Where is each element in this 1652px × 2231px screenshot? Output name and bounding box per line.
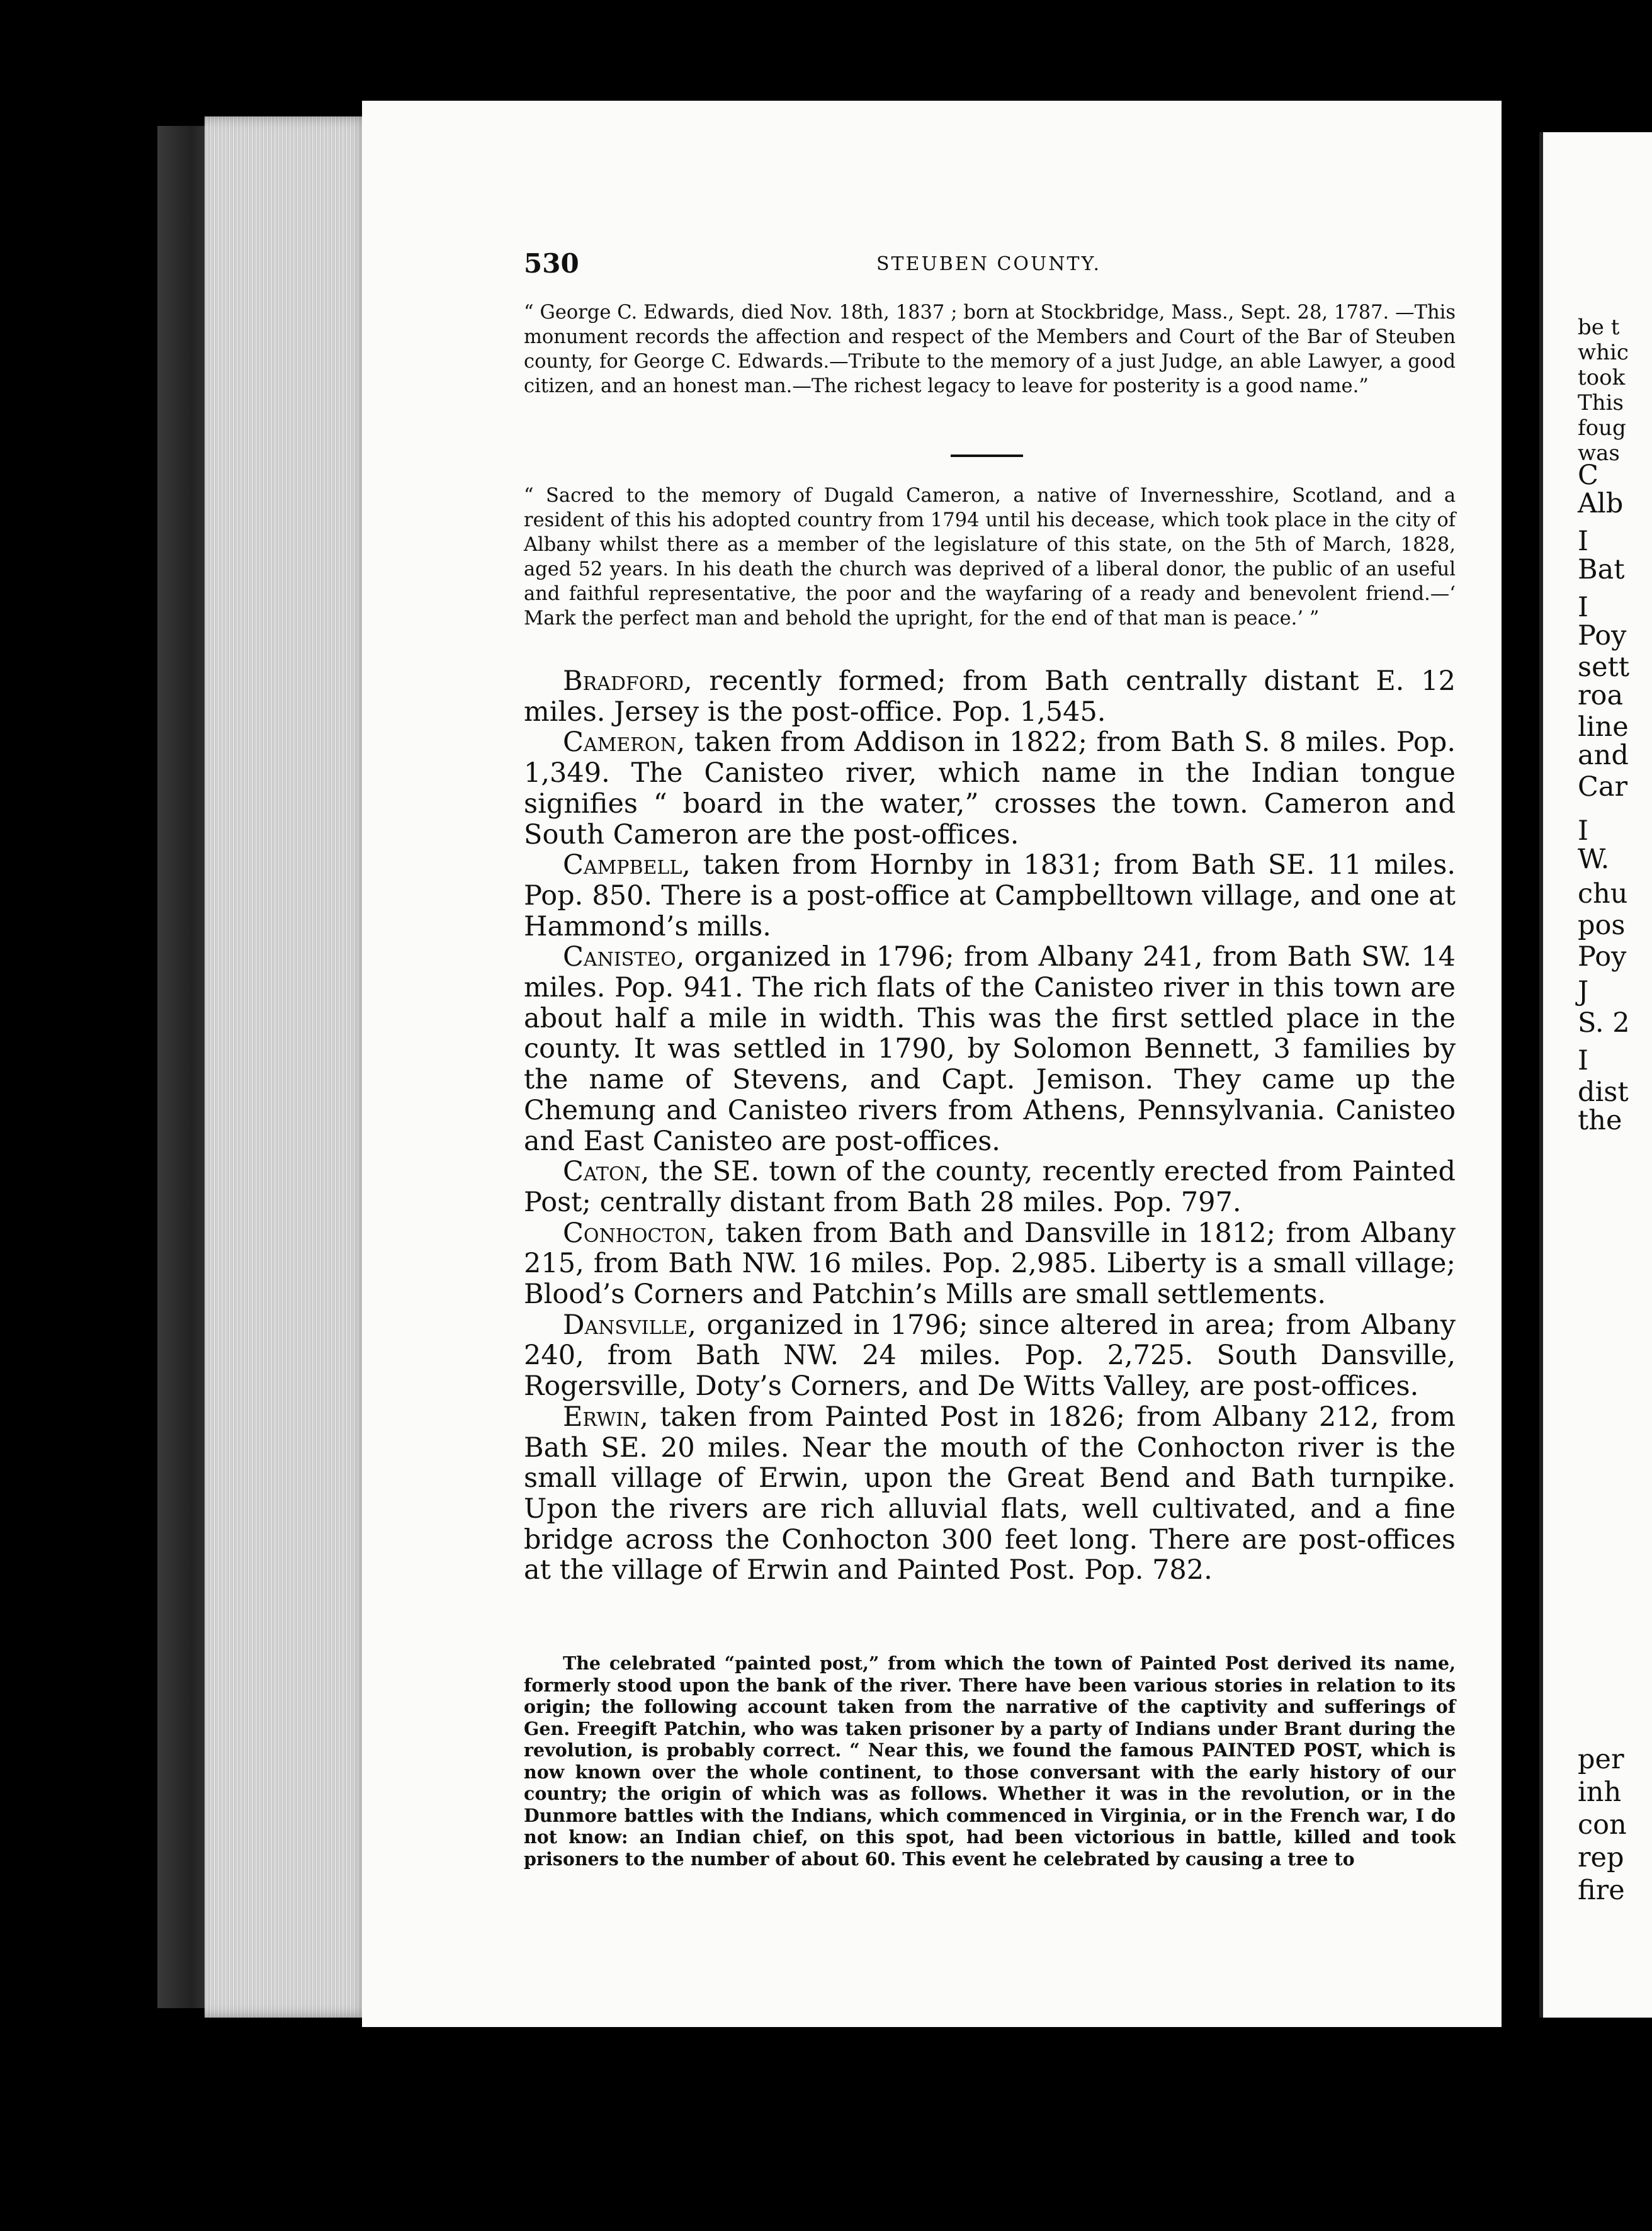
entry-text: recently formed; from Bath centrally distant E. 12 miles. Jersey is the post-office. Pop. 1,545.	[524, 665, 1456, 728]
adjacent-page-word: C	[1578, 460, 1598, 491]
epitaph-edwards: “ George C. Edwards, died Nov. 18th, 1837 ; born at Stockbridge, Mass., Sept. 28, 1787. —This monument records the affection and respect of the Members and Court of the Bar of Steuben county, for George C. Edwards.—Tribute to the memory of a just Judge, an able Lawyer, a good citizen, and an honest man.—The richest legacy to leave for posterity is a good name.”	[524, 302, 1456, 397]
town-name: Erwin,	[563, 1401, 648, 1433]
adjacent-page-word: chu	[1578, 878, 1628, 910]
adjacent-page-word: be t	[1578, 315, 1620, 340]
adjacent-page-word: I	[1578, 815, 1588, 847]
adjacent-page-word: Poy	[1578, 620, 1627, 652]
entry-text: taken from Bath and Dansville in 1812; from Albany 215, from Bath NW. 16 miles. Pop. 2,985. Liberty is a small village; Blood’s Corners and Patchin’s Mills are small settlements.	[524, 1217, 1456, 1311]
town-name: Dansville,	[563, 1309, 696, 1341]
adjacent-page-word: took	[1578, 365, 1626, 390]
adjacent-page-word: and	[1578, 740, 1629, 771]
adjacent-page-word: rep	[1578, 1842, 1624, 1873]
adjacent-page-word: This	[1578, 390, 1624, 415]
adjacent-page-word: inh	[1578, 1776, 1622, 1808]
entry-dansville	[524, 1310, 1456, 1402]
adjacent-page-word: I	[1578, 592, 1588, 623]
epitaph-cameron: “ Sacred to the memory of Dugald Cameron, a native of Invernesshire, Scotland, and a resident of this his adopted country from 1794 until his decease, which took place in the city of Albany whilst there as a member of the legislature of this state, on the 5th of March, 1828, aged 52 years. In his death the church was deprived of a liberal donor, the public of an useful and faithful representative, the poor and the wayfaring of a ready and benevolent friend.—‘ Mark the perfect man and behold the upright, for the end of that man is peace.’ ”	[524, 485, 1456, 630]
adjacent-page-word: line	[1578, 711, 1629, 743]
adjacent-page-word: whic	[1578, 340, 1629, 365]
town-name: Conhocton,	[563, 1217, 715, 1249]
section-divider	[951, 455, 1023, 457]
adjacent-page-word: I	[1578, 526, 1588, 557]
entry-erwin	[524, 1402, 1456, 1586]
adjacent-page-word: Car	[1578, 771, 1628, 803]
adjacent-page-word: was	[1578, 441, 1620, 466]
entry-conhocton	[524, 1218, 1456, 1310]
entry-campbell	[524, 850, 1456, 942]
page-number: 530	[524, 248, 579, 279]
adjacent-page-word: S. 2	[1578, 1007, 1630, 1039]
adjacent-page-word: Poy	[1578, 941, 1627, 973]
town-name: Canisteo,	[563, 941, 685, 973]
running-head: STEUBEN COUNTY.	[876, 253, 1102, 275]
town-name: Campbell,	[563, 849, 691, 881]
entry-text: taken from Painted Post in 1826; from Albany 212, from Bath SE. 20 miles. Near the mouth of the Conhocton river is the small village of Erwin, upon the Great Bend and Bath turnpike. Upon the rivers are rich alluvial flats, well cultivated, and a fine bridge across the Conhocton 300 feet long. There are post-offices at the village of Erwin and Painted Post. Pop. 782.	[524, 1401, 1456, 1586]
town-name: Cameron,	[563, 726, 686, 759]
entry-text: organized in 1796; since altered in area; from Albany 240, from Bath NW. 24 miles. Pop. 2,725. South Dansville, Rogersville, Doty’s Corners, and De Witts Valley, are post-offices.	[524, 1309, 1456, 1403]
entry-text: organized in 1796; from Albany 241, from Bath SW. 14 miles. Pop. 941. The rich flats of the Canisteo river in this town are about half a mile in width. This was the first settled place in the county. It was settled in 1790, by Solomon Bennett, 3 families by the name of Stevens, and Capt. Jemison. They came up the Chemung and Canisteo rivers from Athens, Pennsylvania. Canisteo and East Canisteo are post-offices.	[524, 941, 1456, 1157]
adjacent-page-word: pos	[1578, 910, 1626, 941]
entry-caton	[524, 1156, 1456, 1217]
adjacent-page-word: sett	[1578, 652, 1630, 683]
footnote-painted-post: The celebrated “painted post,” from which the town of Painted Post derived its name, formerly stood upon the bank of the river. There have been various stories in relation to its origin; the following account taken from the narrative of the captivity and sufferings of Gen. Freegift Patchin, who was taken prisoner by a party of Indians under Brant during the revolution, is probably correct. “ Near this, we found the famous PAINTED POST, which is now known over the whole continent, to those conversant with the early history of our country; the origin of which was as follows. Whether it was in the revolution, or in the Dunmore battles with the Indians, which commenced in Virginia, or in the French war, I do not know: an Indian chief, on this spot, had been victorious in battle, killed and took prisoners to the number of about 60. This event he celebrated by causing a tree to	[524, 1652, 1456, 1870]
adjacent-page-word: I	[1578, 1045, 1588, 1076]
adjacent-page	[1539, 132, 1652, 2018]
entry-canisteo	[524, 942, 1456, 1156]
adjacent-page-word: fire	[1578, 1875, 1625, 1906]
page-edges	[205, 116, 371, 2018]
adjacent-page-word: foug	[1578, 415, 1626, 441]
adjacent-page-word: per	[1578, 1744, 1624, 1775]
adjacent-page-word: the	[1578, 1105, 1622, 1136]
adjacent-page-word: con	[1578, 1809, 1627, 1841]
adjacent-page-word: J	[1578, 976, 1589, 1007]
adjacent-page-word: dist	[1578, 1076, 1629, 1108]
town-name: Bradford,	[563, 665, 693, 697]
page-header	[524, 248, 1443, 286]
entry-text: taken from Hornby in 1831; from Bath SE. 11 miles. Pop. 850. There is a post-office at Campbelltown village, and one at Hammond’s mills.	[524, 849, 1456, 942]
adjacent-page-word: W.	[1578, 844, 1610, 875]
town-name: Caton,	[563, 1156, 650, 1188]
entry-text: taken from Addison in 1822; from Bath S. 8 miles. Pop. 1,349. The Canisteo river, which name in the Indian tongue signifies “ board in the water,” crosses the town. Cameron and South Cameron are the post-offices.	[524, 726, 1456, 850]
entry-cameron	[524, 727, 1456, 850]
adjacent-page-word: roa	[1578, 680, 1624, 711]
adjacent-page-word: Alb	[1578, 488, 1624, 519]
entry-bradford	[524, 666, 1456, 727]
town-entries	[524, 666, 1456, 1586]
adjacent-page-word: Bat	[1578, 554, 1625, 585]
entry-text: the SE. town of the county, recently erected from Painted Post; centrally distant from Bath 28 miles. Pop. 797.	[524, 1156, 1456, 1218]
